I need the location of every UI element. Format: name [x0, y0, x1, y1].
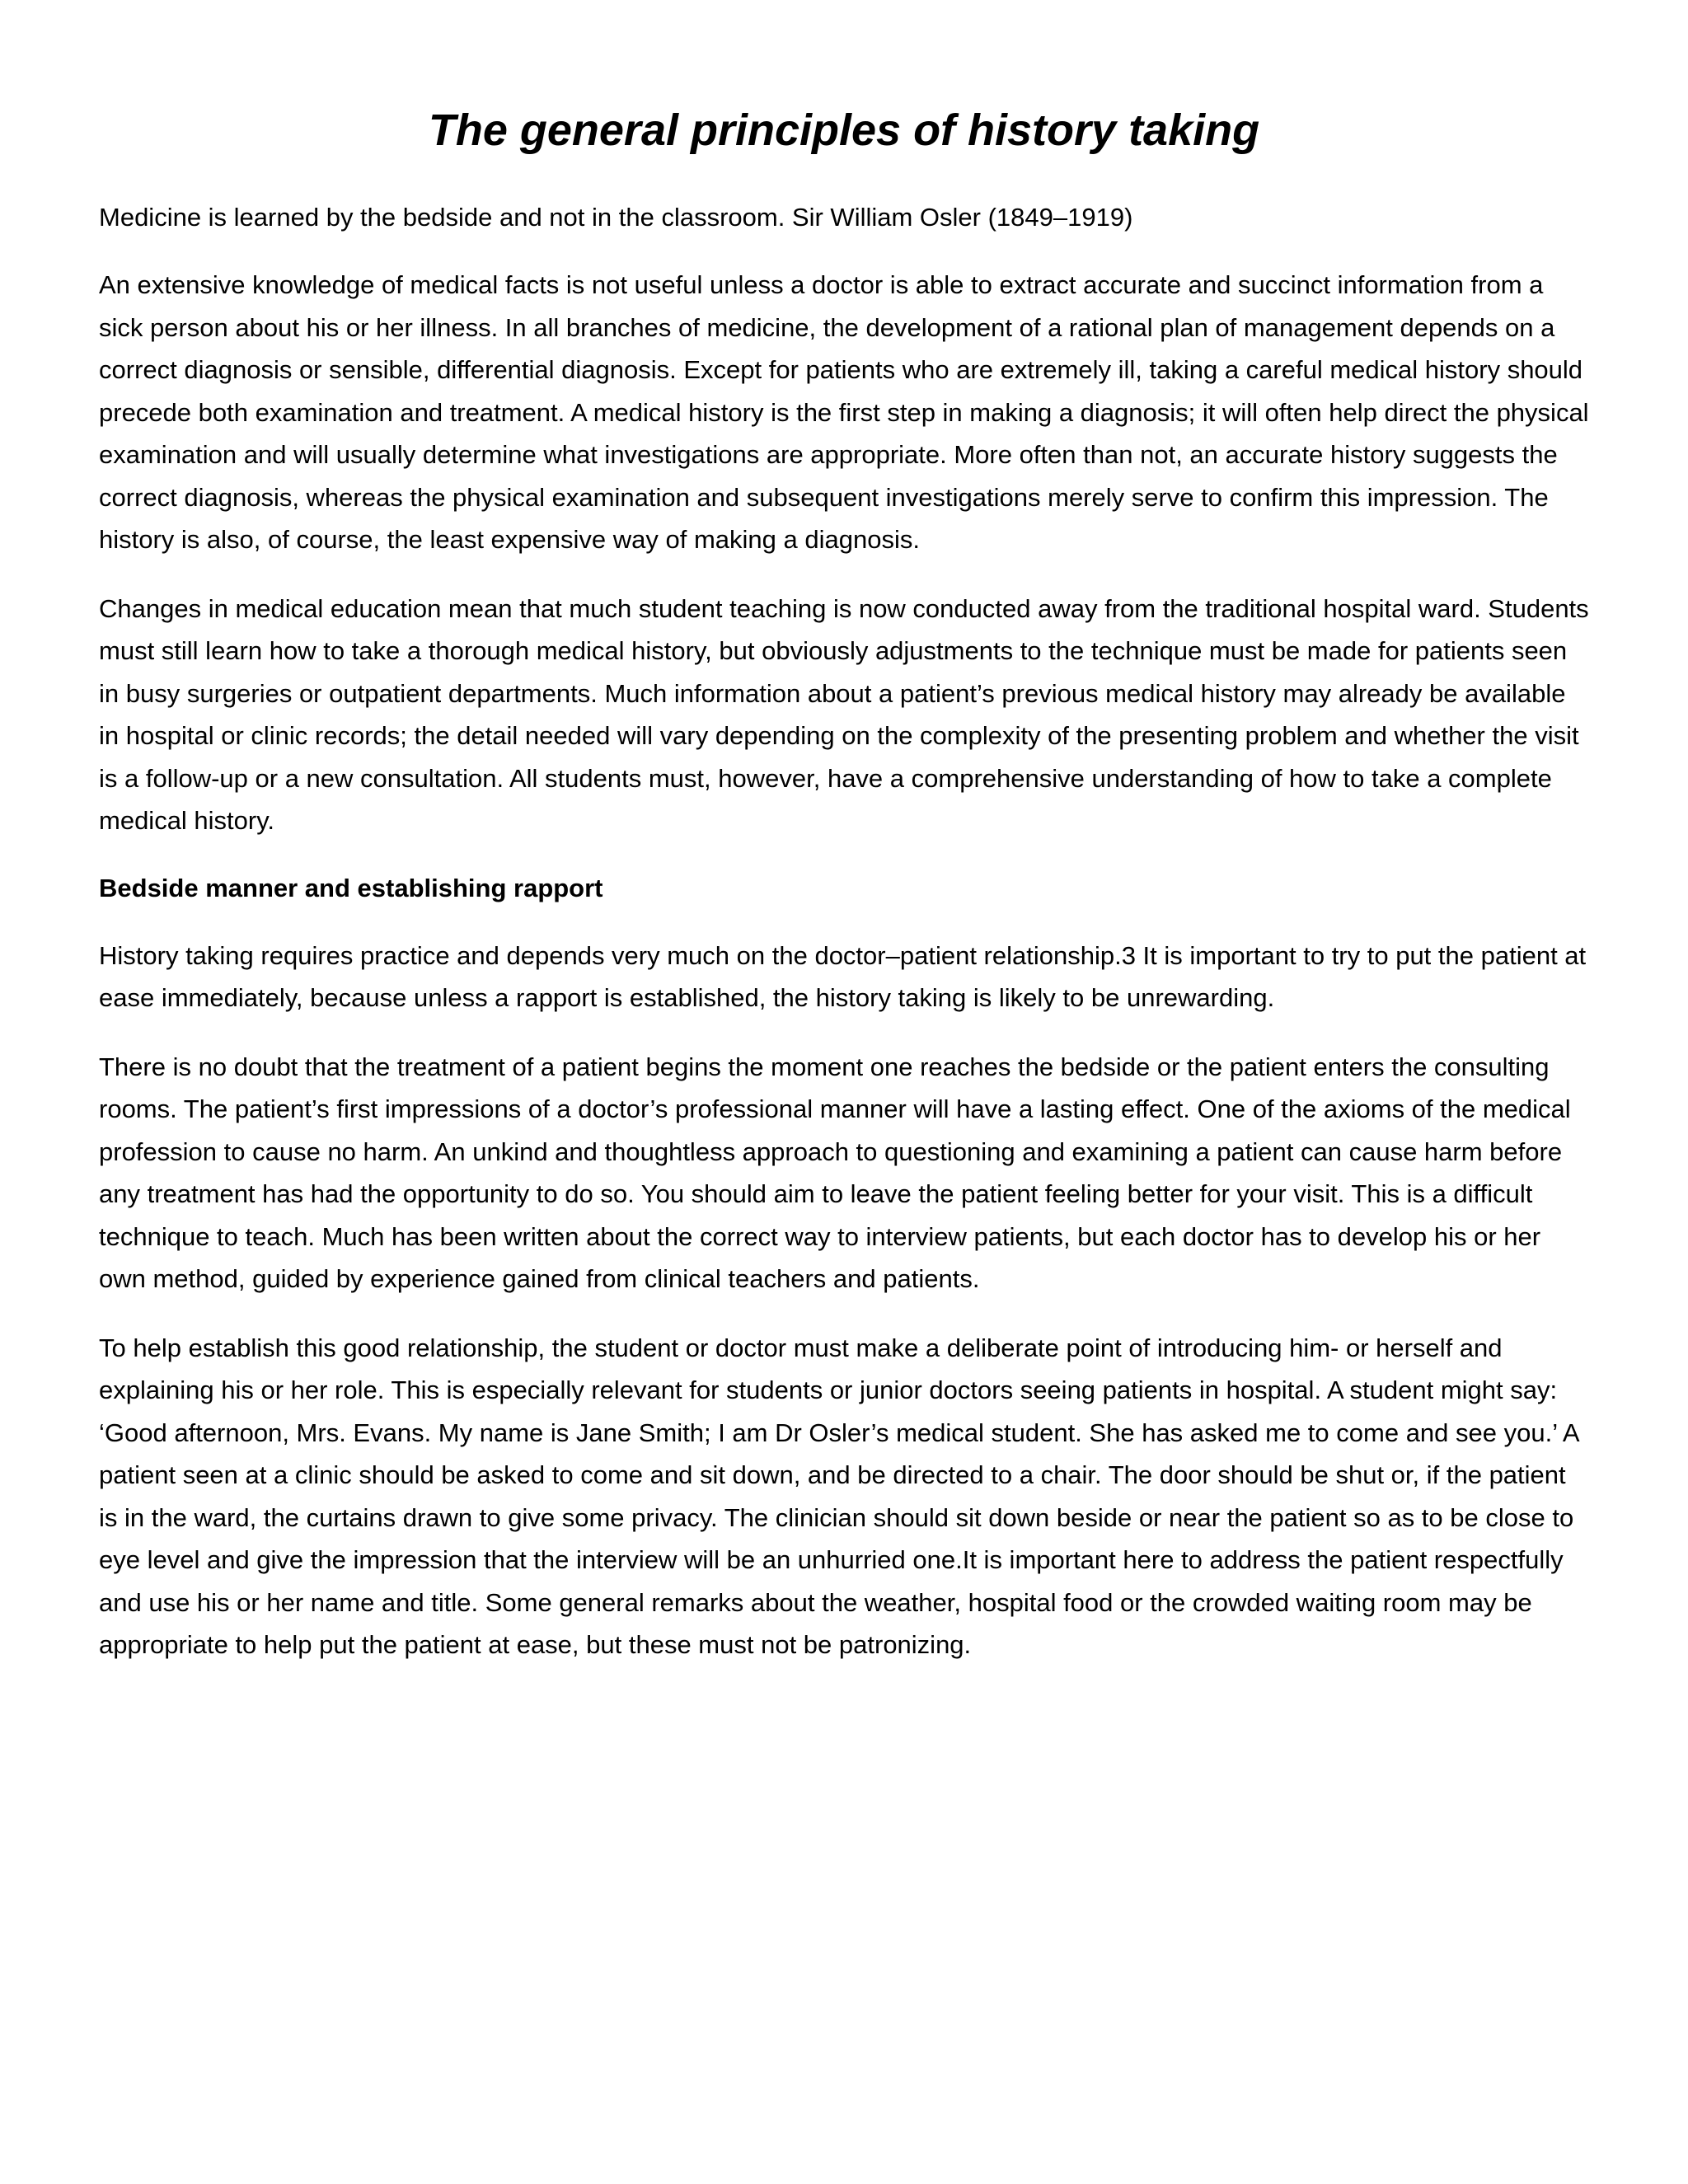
section-paragraph-2: There is no doubt that the treatment of a patient begins the moment one reaches the bedside or the patient enters the consulting rooms. The patient’s first impressions of a doctor’s professional manner will have a lasting effect. One of the axioms of the medical profession to cause no harm. An unkind and thoughtless approach to questioning and examining a patient can cause harm before any treatment has had the opportunity to do so. You should aim to leave the patient feeling better for your visit. This is a difficult technique to teach. Much has been written about the correct way to interview patients, but each doctor has to develop his or her own method, guided by experience gained from clinical teachers and patients.: [99, 1052, 1571, 1293]
section-paragraph-3: To help establish this good relationship, the student or doctor must make a deliberate point of introducing him- or herself and explaining his or her role. This is especially relevant for students or junior doctors seeing patients in hospital. A student might say: ‘Good afternoon, Mrs. Evans. My name is Jane Smith; I am Dr Osler’s medical student. She has asked me to come and see you.’ A patient seen at a clinic should be asked to come and sit down, and be directed to a chair. The door should be shut or, if the patient is in the ward, the curtains drawn to give some privacy. The clinician should sit down beside or near the patient so as to be close to eye level and give the impression that the interview will be an unhurried one.It is important here to address the patient respectfully and use his or her name and title. Some general remarks about the weather, hospital food or the crowded waiting room may be appropriate to help put the patient at ease, but these must not be patronizing.: [99, 1333, 1578, 1659]
document-page: [99, 97, 1589, 1666]
section-paragraph-1: History taking requires practice and depends very much on the doctor–patient relationship.3 It is important to try to put the patient at ease immediately, because unless a rapport is established, the history taking is likely to be unrewarding.: [99, 940, 1587, 1012]
osler-quote: Medicine is learned by the bedside and not in the classroom. Sir William Osler (1849–1919): [99, 203, 1133, 232]
intro-paragraph-1: An extensive knowledge of medical facts is not useful unless a doctor is able to extract accurate and succinct information from a sick person about his or her illness. In all branches of medicine, the development of a rational plan of management depends on a correct diagnosis or sensible, differential diagnosis. Except for patients who are extremely ill, taking a careful medical history should precede both examination and treatment. A medical history is the first step in making a diagnosis; it will often help direct the physical examination and will usually determine what investigations are appropriate. More often than not, an accurate history suggests the correct diagnosis, whereas the physical examination and subsequent investigations merely serve to confirm this impression. The history is also, of course, the least expensive way of making a diagnosis.: [99, 270, 1589, 554]
section-heading: Bedside manner and establishing rapport: [99, 873, 603, 902]
document-title: The general principles of history taking: [428, 105, 1260, 155]
intro-paragraph-2: Changes in medical education mean that much student teaching is now conducted away from the traditional hospital ward. Students must still learn how to take a thorough medical history, but obviously adjustments to the technique must be made for patients seen in busy surgeries or outpatient departments. Much information about a patient’s previous medical history may already be available in hospital or clinic records; the detail needed will vary depending on the complexity of the presenting problem and whether the visit is a follow-up or a new consultation. All students must, however, have a comprehensive understanding of how to take a complete medical history.: [99, 593, 1589, 835]
